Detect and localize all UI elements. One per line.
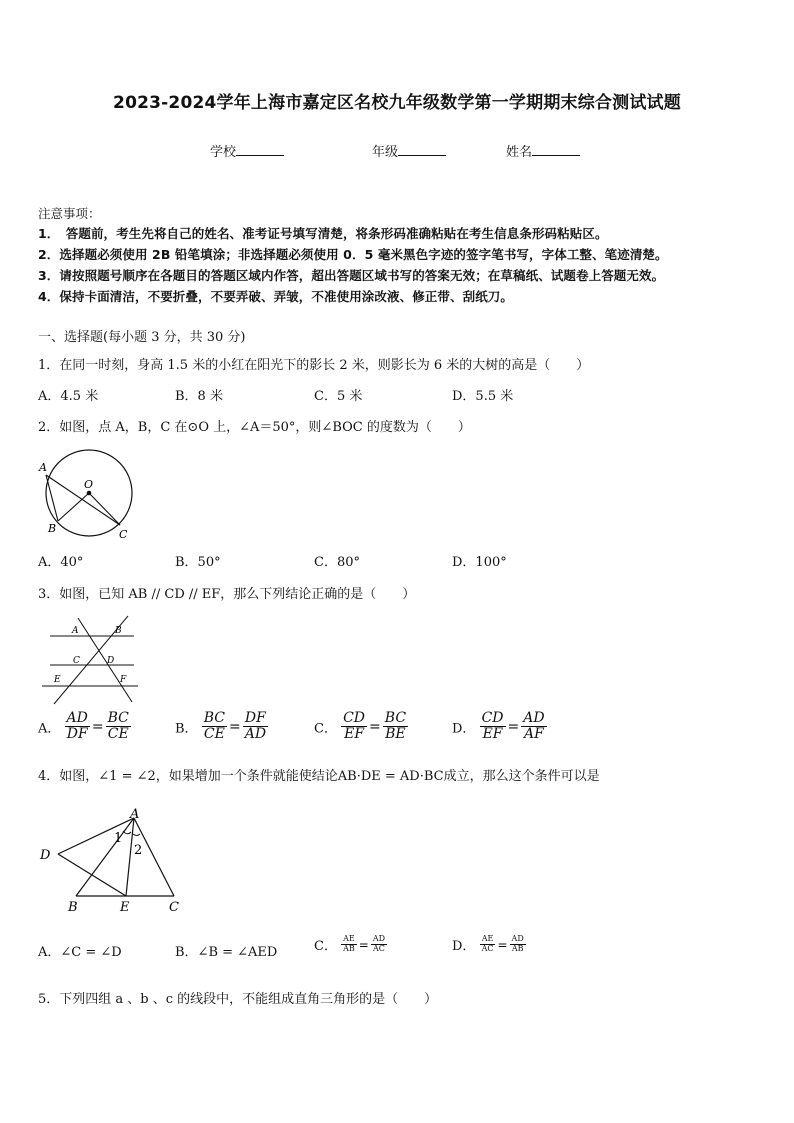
q2-option-b: B．50°	[175, 555, 221, 570]
q3-label-e: E	[54, 675, 61, 685]
q4-label-angle-2: 2	[134, 843, 143, 858]
q1-option-d: D．5.5 米	[452, 389, 514, 404]
page-title: 2023-2024学年上海市嘉定区名校九年级数学第一学期期末综合测试试题	[113, 93, 681, 113]
q4-label-c: C	[169, 900, 179, 915]
q3-option-a: A． $\frac{AD}{DF}$ = $\frac{BC}{CE}$	[38, 710, 129, 743]
q2-label-o: O	[84, 478, 94, 491]
q3-label-f: F	[120, 675, 127, 685]
q3-option-d: D． $\frac{CD}{EF}$ = $\frac{AD}{AF}$	[452, 710, 545, 743]
q1-option-c: C．5 米	[314, 389, 363, 404]
note-item: 2．选择题必须使用 2B 铅笔填涂；非选择题必须使用 0．5 毫米黑色字迹的签字笔书写，字体工整、笔迹清楚。	[38, 247, 668, 262]
note-item: 4．保持卡面清洁，不要折叠，不要弄破、弄皱，不准使用涂改液、修正带、刮纸刀。	[38, 289, 513, 304]
note-item: 1． 答题前，考生先将自己的姓名、准考证号填写清楚，将条形码准确粘贴在考生信息条形码粘贴区。	[38, 226, 608, 241]
q1-option-b: B．8 米	[175, 389, 223, 404]
q3-option-c: C． $\frac{CD}{EF}$ = $\frac{BC}{BE}$	[314, 710, 407, 743]
q2-label-b: B	[48, 522, 57, 535]
q2-option-d: D．100°	[452, 555, 507, 570]
q2-label-a: A	[39, 461, 47, 474]
q2-label-c: C	[119, 528, 128, 541]
question-2-stem: 2．如图，点 A，B，C 在⊙O 上，∠A＝50°，则∠BOC 的度数为（ ）	[38, 420, 471, 435]
q4-option-d: D． $\frac{AE}{AC}$ = $\frac{AD}{AB}$	[452, 934, 524, 954]
note-item: 3．请按照题号顺序在各题目的答题区域内作答，超出答题区域书写的答案无效；在草稿纸、试题卷上答题无效。	[38, 268, 665, 283]
q3-label-b: B	[115, 626, 122, 636]
q4-triangle-figure	[36, 804, 186, 916]
q2-option-a: A．40°	[38, 555, 84, 570]
question-3-stem: 3．如图，已知 AB // CD // EF，那么下列结论正确的是（ ）	[38, 587, 416, 602]
q4-label-e: E	[120, 900, 130, 915]
question-1-stem: 1．在同一时刻，身高 1.5 米的小红在阳光下的影长 2 米，则影长为 6 米的大树的高是（ ）	[38, 358, 590, 373]
q4-label-b: B	[68, 900, 78, 915]
q3-label-c: C	[73, 656, 80, 666]
q4-label-a: A	[130, 807, 140, 822]
section-heading: 一、选择题(每小题 3 分，共 30 分)	[38, 330, 246, 345]
question-5-stem: 5．下列四组 a 、b 、c 的线段中，不能组成直角三角形的是（ ）	[38, 992, 438, 1007]
school-field: 学校	[210, 141, 284, 160]
grade-field: 年级	[372, 141, 446, 160]
q3-label-d: D	[107, 656, 115, 666]
q4-label-angle-1: 1	[114, 831, 123, 846]
q4-option-b: B．∠B = ∠AED	[175, 945, 278, 960]
name-field: 姓名	[506, 141, 580, 160]
question-4-stem: 4．如图，∠1 = ∠2，如果增加一个条件就能使结论AB·DE = AD·BC成立，那么这个条件可以是	[38, 769, 600, 784]
q1-option-a: A．4.5 米	[38, 389, 99, 404]
q4-option-c: C． $\frac{AE}{AB}$ = $\frac{AD}{AC}$	[314, 934, 386, 954]
q3-parallel-lines-figure	[38, 614, 140, 706]
notes-heading: 注意事项：	[38, 206, 101, 221]
q4-label-d: D	[40, 848, 51, 863]
q2-circle-figure	[36, 448, 142, 544]
q4-option-a: A．∠C = ∠D	[38, 945, 122, 960]
q3-option-b: B． $\frac{BC}{CE}$ = $\frac{DF}{AD}$	[175, 710, 267, 743]
q2-option-c: C．80°	[314, 555, 360, 570]
q3-label-a: A	[72, 626, 79, 636]
